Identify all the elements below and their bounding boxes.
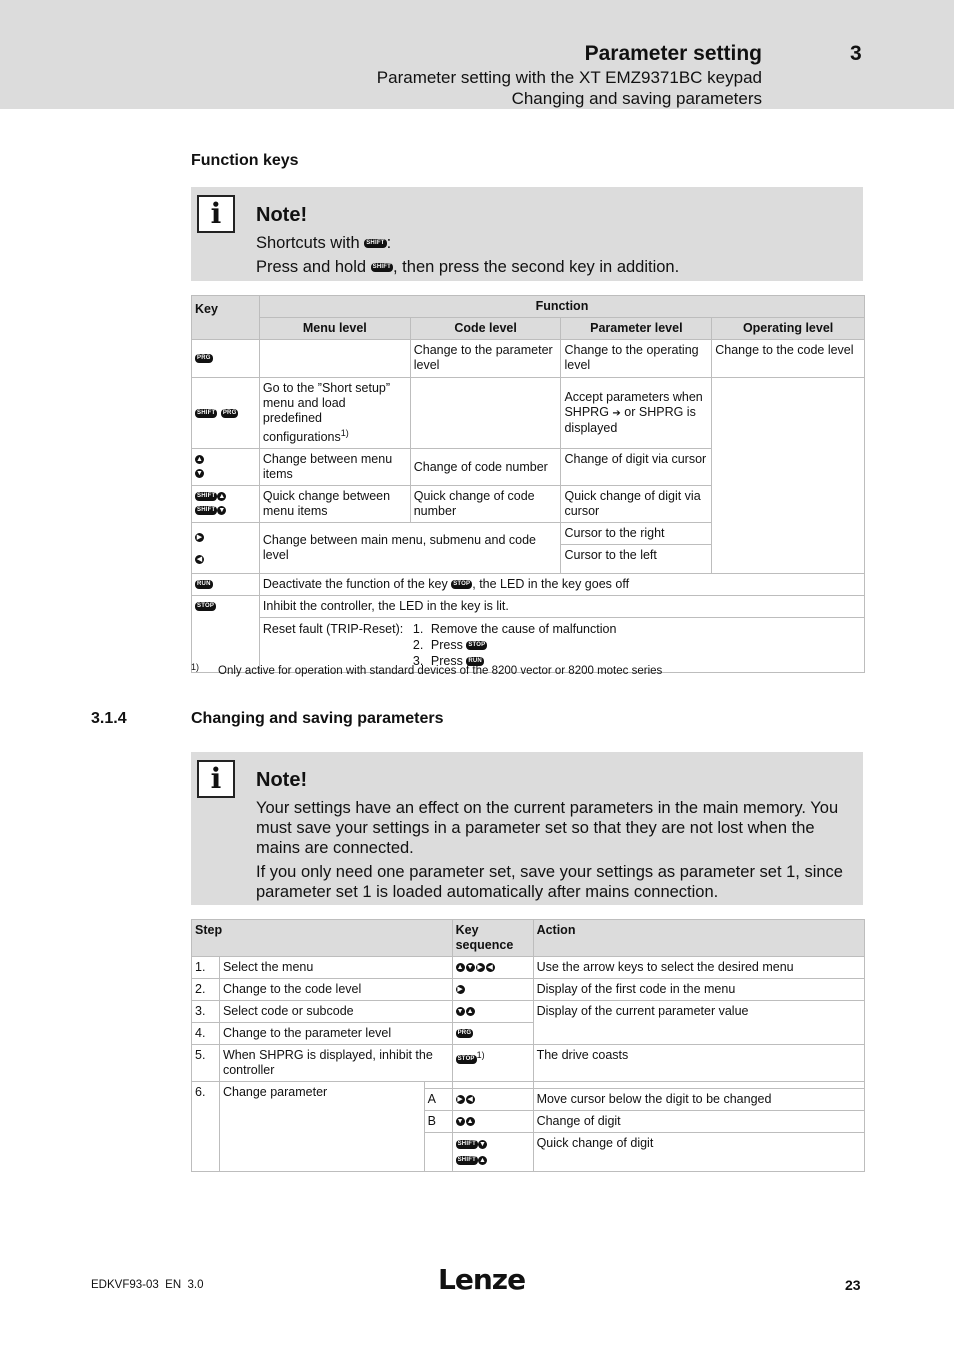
note-paragraph-1: Your settings have an effect on the current parameters in the main memory. You must save your settings in a parameter set so that they are not lost when the mains are connected. bbox=[256, 799, 839, 857]
down-key-icon: ▼ bbox=[456, 1118, 464, 1126]
table-row: 1. Select the menu ▲ ▼ ▶ ◀ Use the arrow keys to select the desired menu bbox=[192, 957, 865, 979]
shift-key-icon: SHIFT bbox=[197, 493, 216, 500]
note-box-saving bbox=[191, 752, 863, 905]
left-key-icon: ◀ bbox=[196, 556, 203, 564]
down-key-icon: ▼ bbox=[466, 964, 474, 972]
table-row: A ▶ ◀ Move cursor below the digit to be changed bbox=[192, 1089, 865, 1111]
table-row: 2. Change to the code level ▶ Display of the first code in the menu bbox=[192, 979, 865, 1001]
right-key-icon: ▶ bbox=[477, 964, 483, 972]
header-action: Action bbox=[533, 920, 864, 957]
table-row: 4. Change to the parameter level PRG bbox=[192, 1023, 865, 1045]
table-subheader-row bbox=[192, 318, 865, 340]
table-row: RUN Deactivate the function of the key STOP , the LED in the key goes off bbox=[192, 574, 865, 596]
page-header bbox=[0, 0, 954, 109]
run-key-icon: RUN bbox=[197, 581, 211, 588]
up-key-icon: ▲ bbox=[196, 456, 203, 464]
table-row: ▶ ◀ Change between main menu, submenu and code level Cursor to the right Cursor to the left bbox=[192, 523, 865, 574]
header-key: Key bbox=[192, 296, 260, 340]
steps-table bbox=[191, 919, 865, 1172]
down-key-icon: ▼ bbox=[196, 470, 203, 478]
down-key-icon: ▼ bbox=[456, 1008, 464, 1016]
table-row: 5. When SHPRG is displayed, inhibit the controller STOP $^{1)}$ The drive coasts bbox=[192, 1045, 865, 1082]
footnote-text: Only active for operation with standard devices of the 8200 vector or 8200 motec series bbox=[218, 665, 663, 677]
header-parameter-level: Parameter level bbox=[561, 318, 712, 340]
table-row: PRG Change to the parameter level Change to the operating level Change to the code level bbox=[192, 340, 865, 378]
stop-key-icon: STOP bbox=[457, 1056, 475, 1063]
function-keys-heading: Function keys bbox=[191, 152, 299, 169]
prg-key-icon: PRG bbox=[457, 1030, 472, 1037]
table-header-row bbox=[192, 296, 865, 318]
lenze-logo: Lenze bbox=[438, 1263, 526, 1296]
table-header-row bbox=[192, 920, 865, 957]
header-menu-level: Menu level bbox=[259, 318, 410, 340]
left-key-icon: ◀ bbox=[467, 1096, 473, 1104]
table-row: 3. Select code or subcode ▼ ▲ Display of the current parameter value bbox=[192, 1001, 865, 1023]
table-row: SHIFT ▼ SHIFT ▲ Quick change of digit bbox=[192, 1133, 865, 1172]
note-paragraph-2: If you only need one parameter set, save your settings as parameter set 1, since parameter set 1 is loaded automatically after mains connection. bbox=[256, 863, 843, 901]
note-box-shortcuts bbox=[191, 187, 863, 281]
up-key-icon: ▲ bbox=[478, 1157, 486, 1165]
section-subtitle: Changing and saving parameters bbox=[511, 89, 762, 108]
page-number: 23 bbox=[845, 1277, 861, 1293]
footnote-mark: 1) bbox=[191, 662, 200, 672]
section-number: 3.1.4 bbox=[91, 710, 127, 727]
chapter-title: Parameter setting bbox=[584, 42, 762, 65]
right-key-icon: ▶ bbox=[196, 534, 203, 542]
stop-key-icon: STOP bbox=[453, 581, 471, 588]
table-row: SHIFT ▲ SHIFT ▼ Quick change between menu items Quick change of code number Quick change of digit via cursor bbox=[192, 486, 865, 523]
table-row: B ▼ ▲ Change of digit bbox=[192, 1111, 865, 1133]
header-key-sequence: Key sequence bbox=[452, 920, 533, 957]
table-row: Reset fault (TRIP-Reset): 1. Remove the cause of malfunction 2. Press STOP 3. Press RUN bbox=[192, 618, 865, 673]
right-key-icon: ▶ bbox=[457, 1096, 463, 1104]
arrow-icon: ➔ bbox=[612, 408, 621, 420]
shift-key-icon: SHIFT bbox=[366, 240, 385, 247]
header-function: Function bbox=[259, 296, 864, 318]
info-icon: i bbox=[197, 195, 235, 233]
run-key-icon: RUN bbox=[468, 658, 482, 665]
stop-key-icon: STOP bbox=[468, 642, 486, 649]
shift-key-icon: SHIFT bbox=[197, 507, 216, 514]
chapter-number: 3 bbox=[850, 42, 862, 65]
up-key-icon: ▲ bbox=[466, 1008, 474, 1016]
left-key-icon: ◀ bbox=[487, 964, 493, 972]
function-keys-table bbox=[191, 295, 865, 673]
prg-key-icon: PRG bbox=[197, 355, 211, 362]
prg-key-icon: PRG bbox=[222, 409, 237, 416]
header-code-level: Code level bbox=[410, 318, 561, 340]
table-row: 6. Change parameter bbox=[192, 1082, 865, 1089]
down-key-icon: ▼ bbox=[478, 1141, 486, 1149]
shift-key-icon: SHIFT bbox=[457, 1141, 476, 1148]
right-key-icon: ▶ bbox=[457, 986, 463, 994]
shift-key-icon: SHIFT bbox=[197, 409, 216, 416]
table-row: SHIFT PRG Go to the ”Short setup” menu and load predefined configurations$^{1)}$ Accept parameters when SHPRG ➔ or SHPRG is displayed bbox=[192, 378, 865, 449]
up-key-icon: ▲ bbox=[466, 1118, 474, 1126]
footer-doc-id: EDKVF93-03 EN 3.0 bbox=[91, 1279, 204, 1291]
header-step: Step bbox=[192, 920, 453, 957]
header-operating-level: Operating level bbox=[712, 318, 865, 340]
table-row: STOP Inhibit the controller, the LED in the key is lit. bbox=[192, 596, 865, 618]
note-title: Note! bbox=[256, 204, 308, 226]
note-text-line2: Press and hold SHIFT , then press the second key in addition. bbox=[256, 258, 680, 276]
info-icon: i bbox=[197, 760, 235, 798]
note-title: Note! bbox=[256, 769, 308, 791]
chapter-subtitle: Parameter setting with the XT EMZ9371BC keypad bbox=[376, 68, 762, 87]
note-text-line1: Shortcuts with SHIFT : bbox=[256, 234, 392, 252]
table-row: ▲ ▼ Change between menu items Change of code number Change of digit via cursor bbox=[192, 449, 865, 486]
down-key-icon: ▼ bbox=[218, 507, 226, 515]
shift-key-icon: SHIFT bbox=[457, 1157, 476, 1164]
shift-key-icon: SHIFT bbox=[372, 264, 392, 271]
up-key-icon: ▲ bbox=[218, 493, 226, 501]
stop-key-icon: STOP bbox=[197, 603, 215, 610]
up-key-icon: ▲ bbox=[456, 964, 464, 972]
section-title: Changing and saving parameters bbox=[191, 710, 444, 727]
